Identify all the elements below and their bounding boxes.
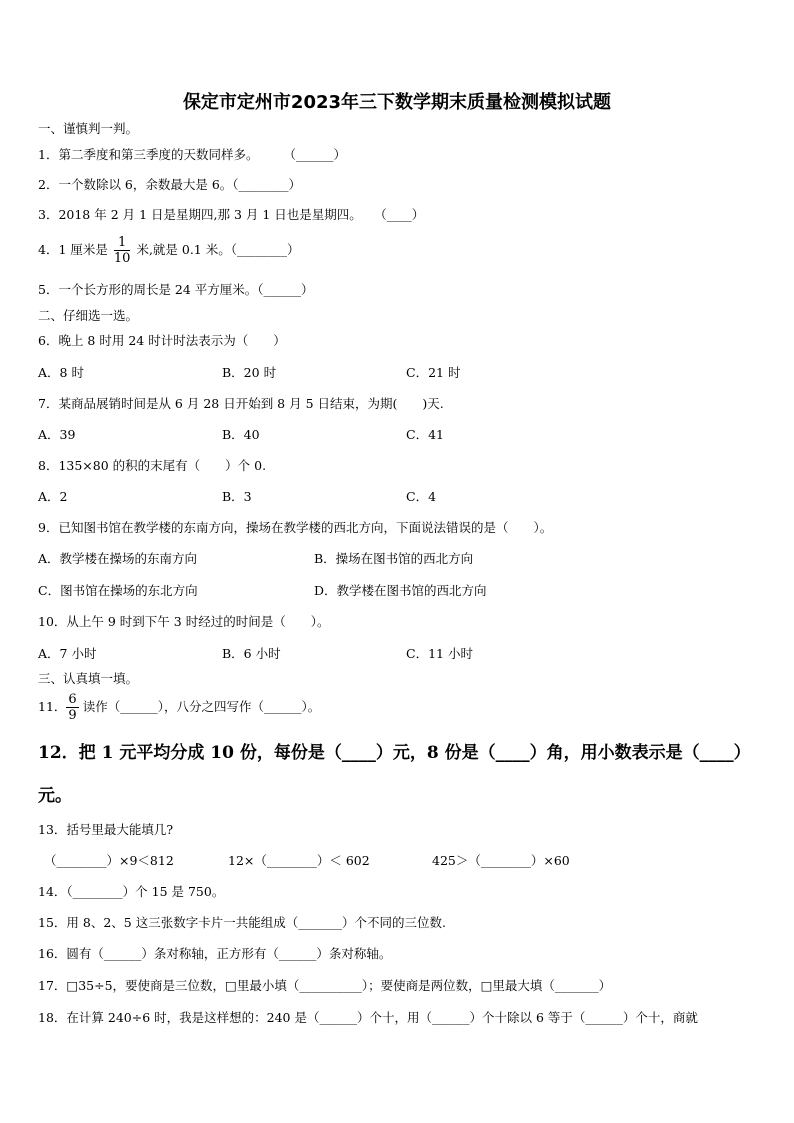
question-8-option-b: B．3 xyxy=(222,489,252,504)
question-11-post: 读作（______），八分之四写作（______）。 xyxy=(82,699,321,714)
question-7-option-c: C．41 xyxy=(406,427,444,442)
question-13-part-b: 12×（________）＜ 602 xyxy=(228,853,370,868)
question-17: 17．□35÷5，要使商是三位数，□里最小填（__________）；要使商是两位数，□里最大填（_______） xyxy=(38,978,612,993)
fraction-one-tenth xyxy=(114,236,131,265)
section-heading-2: 二、仔细选一选。 xyxy=(38,308,139,323)
question-4-pre: 4．1 厘米是 xyxy=(38,242,108,257)
question-14: 14．（________）个 15 是 750。 xyxy=(38,884,225,899)
question-9-option-a: A．教学楼在操场的东南方向 xyxy=(38,551,198,566)
question-12-line-1: 12．把 1 元平均分成 10 份，每份是（____）元，8 份是（____）角，用小数表示是（____） xyxy=(38,743,751,763)
question-15: 15．用 8、2、5 这三张数字卡片一共能组成（_______）个不同的三位数. xyxy=(38,915,446,930)
question-10-option-c: C．11 小时 xyxy=(406,646,473,661)
question-9-stem: 9．已知图书馆在教学楼的东南方向，操场在教学楼的西北方向，下面说法错误的是（ ）。 xyxy=(38,520,553,535)
question-9-option-b: B．操场在图书馆的西北方向 xyxy=(314,551,474,566)
question-8-option-a: A．2 xyxy=(38,489,68,504)
question-3: 3．2018 年 2 月 1 日是星期四,那 3 月 1 日也是星期四。 （____） xyxy=(38,207,425,222)
fraction-numerator: 1 xyxy=(114,236,131,251)
question-8-option-c: C．4 xyxy=(406,489,437,504)
question-6-stem: 6．晚上 8 时用 24 时计时法表示为（ ） xyxy=(38,333,286,348)
question-9-option-c: C．图书馆在操场的东北方向 xyxy=(38,583,198,598)
section-heading-1: 一、谨慎判一判。 xyxy=(38,121,139,136)
question-10-option-b: B．6 小时 xyxy=(222,646,281,661)
question-7-stem: 7．某商品展销时间是从 6 月 28 日开始到 8 月 5 日结束，为期( )天. xyxy=(38,396,444,411)
question-11 xyxy=(38,693,320,722)
question-10-stem: 10．从上午 9 时到下午 3 时经过的时间是（ ）。 xyxy=(38,614,330,629)
question-18: 18．在计算 240÷6 时，我是这样想的：240 是（______）个十，用（______）个十除以 6 等于（______）个十，商就 xyxy=(38,1010,698,1025)
fraction-six-ninths xyxy=(66,693,78,722)
question-6-option-b: B．20 时 xyxy=(222,365,277,380)
page-title: 保定市定州市2023年三下数学期末质量检测模拟试题 xyxy=(182,92,612,113)
question-7-option-a: A．39 xyxy=(38,427,76,442)
question-13-part-c: 425＞（________）×60 xyxy=(432,853,570,868)
question-12-line-2: 元。 xyxy=(38,786,72,806)
question-4 xyxy=(38,236,300,265)
question-9-option-d: D．教学楼在图书馆的西北方向 xyxy=(314,583,487,598)
question-11-pre: 11． xyxy=(38,699,67,714)
question-6-option-c: C．21 时 xyxy=(406,365,461,380)
question-6-option-a: A．8 时 xyxy=(38,365,84,380)
fraction-denominator: 10 xyxy=(113,251,131,266)
question-13-stem: 13．括号里最大能填几? xyxy=(38,822,174,837)
fraction-denominator: 9 xyxy=(68,708,77,723)
question-4-post: 米,就是 0.1 米。（________） xyxy=(136,242,300,257)
section-heading-3: 三、认真填一填。 xyxy=(38,671,139,686)
question-8-stem: 8．135×80 的积的末尾有（ ）个 0. xyxy=(38,458,267,473)
question-10-option-a: A．7 小时 xyxy=(38,646,97,661)
question-2: 2．一个数除以 6，余数最大是 6。（________） xyxy=(38,177,302,192)
fraction-numerator: 6 xyxy=(68,692,77,707)
question-1: 1．第二季度和第三季度的天数同样多。 （______） xyxy=(38,147,346,162)
question-7-option-b: B．40 xyxy=(222,427,260,442)
question-5: 5．一个长方形的周长是 24 平方厘米。（______） xyxy=(38,282,314,297)
question-16: 16．圆有（______）条对称轴，正方形有（______）条对称轴。 xyxy=(38,946,392,961)
question-13-part-a: （________）×9＜812 xyxy=(44,853,174,868)
